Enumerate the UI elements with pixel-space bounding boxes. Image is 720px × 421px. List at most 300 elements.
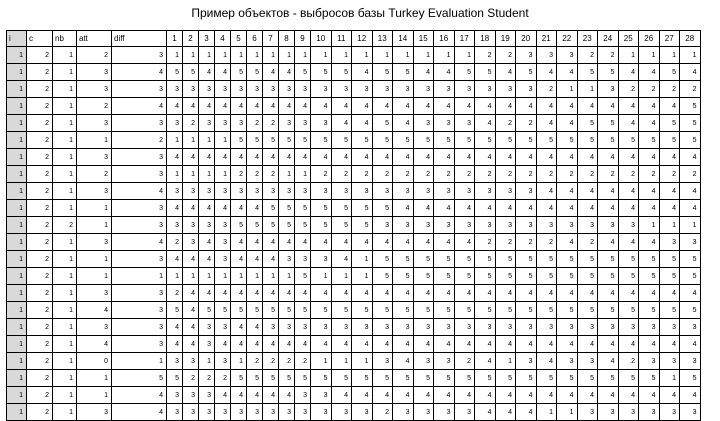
cell-1[interactable]: 3	[167, 183, 183, 200]
cell-20[interactable]: 5	[516, 302, 537, 319]
cell-28[interactable]: 3	[680, 319, 701, 336]
cell-21[interactable]: 1	[536, 404, 557, 421]
cell-12[interactable]: 5	[352, 302, 373, 319]
cell-28[interactable]: 4	[680, 183, 701, 200]
cell-c[interactable]: 2	[27, 353, 53, 370]
cell-16[interactable]: 5	[434, 268, 455, 285]
column-header-diff[interactable]: diff	[112, 31, 167, 47]
cell-26[interactable]: 2	[639, 166, 660, 183]
cell-10[interactable]: 5	[311, 217, 332, 234]
cell-9[interactable]: 1	[295, 166, 311, 183]
column-header-21[interactable]: 21	[536, 31, 557, 47]
cell-26[interactable]: 4	[639, 183, 660, 200]
cell-22[interactable]: 3	[557, 47, 578, 64]
cell-c[interactable]: 2	[27, 132, 53, 149]
cell-6[interactable]: 2	[247, 166, 263, 183]
cell-18[interactable]: 2	[475, 234, 496, 251]
cell-27[interactable]: 4	[659, 149, 680, 166]
cell-18[interactable]: 4	[475, 404, 496, 421]
cell-c[interactable]: 2	[27, 387, 53, 404]
cell-22[interactable]: 4	[557, 387, 578, 404]
cell-4[interactable]: 1	[215, 268, 231, 285]
cell-26[interactable]: 4	[639, 149, 660, 166]
cell-21[interactable]: 4	[536, 387, 557, 404]
cell-diff[interactable]: 4	[112, 64, 167, 81]
cell-28[interactable]: 4	[680, 336, 701, 353]
cell-24[interactable]: 5	[598, 251, 619, 268]
cell-21[interactable]: 4	[536, 98, 557, 115]
cell-diff[interactable]: 3	[112, 149, 167, 166]
cell-27[interactable]: 4	[659, 183, 680, 200]
cell-25[interactable]: 1	[618, 47, 639, 64]
cell-c[interactable]: 2	[27, 47, 53, 64]
cell-17[interactable]: 4	[454, 336, 475, 353]
cell-14[interactable]: 2	[393, 166, 414, 183]
cell-5[interactable]: 3	[231, 404, 247, 421]
cell-4[interactable]: 4	[215, 200, 231, 217]
cell-5[interactable]: 4	[231, 251, 247, 268]
cell-13[interactable]: 5	[372, 268, 393, 285]
cell-3[interactable]: 3	[199, 387, 215, 404]
cell-att[interactable]: 2	[77, 166, 112, 183]
cell-7[interactable]: 4	[263, 387, 279, 404]
cell-24[interactable]: 4	[598, 149, 619, 166]
cell-24[interactable]: 4	[598, 353, 619, 370]
cell-26[interactable]: 3	[639, 404, 660, 421]
cell-4[interactable]: 3	[215, 81, 231, 98]
cell-14[interactable]: 5	[393, 268, 414, 285]
cell-13[interactable]: 4	[372, 336, 393, 353]
cell-att[interactable]: 3	[77, 183, 112, 200]
cell-11[interactable]: 4	[331, 387, 352, 404]
cell-10[interactable]: 4	[311, 98, 332, 115]
cell-13[interactable]: 3	[372, 183, 393, 200]
cell-8[interactable]: 1	[279, 166, 295, 183]
cell-20[interactable]: 3	[516, 183, 537, 200]
cell-3[interactable]: 2	[199, 370, 215, 387]
cell-11[interactable]: 5	[331, 132, 352, 149]
cell-24[interactable]: 5	[598, 370, 619, 387]
cell-22[interactable]: 3	[557, 217, 578, 234]
cell-6[interactable]: 3	[247, 183, 263, 200]
cell-3[interactable]: 4	[199, 285, 215, 302]
cell-2[interactable]: 3	[183, 183, 199, 200]
cell-26[interactable]: 4	[639, 115, 660, 132]
cell-27[interactable]: 5	[659, 302, 680, 319]
cell-24[interactable]: 3	[598, 319, 619, 336]
cell-22[interactable]: 4	[557, 234, 578, 251]
cell-7[interactable]: 5	[263, 132, 279, 149]
cell-diff[interactable]: 3	[112, 336, 167, 353]
cell-16[interactable]: 3	[434, 319, 455, 336]
cell-6[interactable]: 5	[247, 302, 263, 319]
cell-20[interactable]: 2	[516, 115, 537, 132]
cell-9[interactable]: 3	[295, 251, 311, 268]
cell-23[interactable]: 2	[577, 166, 598, 183]
cell-1[interactable]: 1	[167, 268, 183, 285]
cell-5[interactable]: 3	[231, 115, 247, 132]
cell-21[interactable]: 2	[536, 166, 557, 183]
cell-8[interactable]: 4	[279, 64, 295, 81]
cell-6[interactable]: 4	[247, 336, 263, 353]
cell-4[interactable]: 5	[215, 302, 231, 319]
row-header-cell[interactable]: 1	[7, 302, 27, 319]
cell-c[interactable]: 2	[27, 370, 53, 387]
cell-13[interactable]: 2	[372, 404, 393, 421]
cell-diff[interactable]: 4	[112, 98, 167, 115]
cell-26[interactable]: 1	[639, 47, 660, 64]
column-header-23[interactable]: 23	[577, 31, 598, 47]
cell-6[interactable]: 3	[247, 404, 263, 421]
cell-8[interactable]: 4	[279, 234, 295, 251]
cell-19[interactable]: 5	[495, 132, 516, 149]
cell-12[interactable]: 4	[352, 149, 373, 166]
cell-18[interactable]: 4	[475, 285, 496, 302]
cell-28[interactable]: 2	[680, 166, 701, 183]
row-header-cell[interactable]: 1	[7, 234, 27, 251]
cell-13[interactable]: 3	[372, 81, 393, 98]
cell-25[interactable]: 4	[618, 200, 639, 217]
cell-4[interactable]: 1	[215, 47, 231, 64]
cell-18[interactable]: 3	[475, 183, 496, 200]
cell-9[interactable]: 4	[295, 98, 311, 115]
cell-18[interactable]: 3	[475, 319, 496, 336]
row-header-cell[interactable]: 1	[7, 47, 27, 64]
cell-nb[interactable]: 1	[53, 64, 77, 81]
cell-19[interactable]: 2	[495, 47, 516, 64]
cell-11[interactable]: 5	[331, 64, 352, 81]
cell-18[interactable]: 5	[475, 251, 496, 268]
cell-28[interactable]: 5	[680, 302, 701, 319]
cell-19[interactable]: 4	[495, 98, 516, 115]
cell-nb[interactable]: 1	[53, 81, 77, 98]
cell-att[interactable]: 3	[77, 64, 112, 81]
cell-17[interactable]: 4	[454, 98, 475, 115]
cell-22[interactable]: 3	[557, 319, 578, 336]
cell-25[interactable]: 3	[618, 217, 639, 234]
cell-6[interactable]: 4	[247, 149, 263, 166]
cell-4[interactable]: 3	[215, 251, 231, 268]
cell-14[interactable]: 4	[393, 285, 414, 302]
cell-1[interactable]: 2	[167, 285, 183, 302]
cell-8[interactable]: 3	[279, 115, 295, 132]
cell-19[interactable]: 4	[495, 336, 516, 353]
cell-10[interactable]: 3	[311, 404, 332, 421]
cell-6[interactable]: 5	[247, 217, 263, 234]
cell-25[interactable]: 4	[618, 115, 639, 132]
row-header-cell[interactable]: 1	[7, 404, 27, 421]
cell-nb[interactable]: 1	[53, 47, 77, 64]
cell-15[interactable]: 4	[413, 285, 434, 302]
cell-15[interactable]: 3	[413, 183, 434, 200]
cell-23[interactable]: 5	[577, 115, 598, 132]
cell-17[interactable]: 4	[454, 149, 475, 166]
cell-att[interactable]: 1	[77, 217, 112, 234]
cell-12[interactable]: 4	[352, 387, 373, 404]
cell-9[interactable]: 3	[295, 387, 311, 404]
cell-12[interactable]: 1	[352, 268, 373, 285]
cell-att[interactable]: 3	[77, 319, 112, 336]
cell-19[interactable]: 1	[495, 353, 516, 370]
cell-23[interactable]: 5	[577, 302, 598, 319]
cell-10[interactable]: 1	[311, 268, 332, 285]
cell-4[interactable]: 3	[215, 183, 231, 200]
cell-22[interactable]: 5	[557, 251, 578, 268]
cell-2[interactable]: 4	[183, 200, 199, 217]
cell-5[interactable]: 4	[231, 336, 247, 353]
cell-9[interactable]: 4	[295, 336, 311, 353]
column-header-3[interactable]: 3	[199, 31, 215, 47]
cell-28[interactable]: 3	[680, 353, 701, 370]
cell-13[interactable]: 4	[372, 285, 393, 302]
row-header-cell[interactable]: 1	[7, 98, 27, 115]
cell-12[interactable]: 5	[352, 132, 373, 149]
cell-2[interactable]: 3	[183, 387, 199, 404]
cell-22[interactable]: 4	[557, 64, 578, 81]
cell-3[interactable]: 3	[199, 319, 215, 336]
cell-22[interactable]: 3	[557, 353, 578, 370]
cell-22[interactable]: 4	[557, 98, 578, 115]
cell-21[interactable]: 5	[536, 370, 557, 387]
cell-21[interactable]: 2	[536, 234, 557, 251]
cell-17[interactable]: 5	[454, 370, 475, 387]
cell-16[interactable]: 4	[434, 336, 455, 353]
cell-11[interactable]: 2	[331, 166, 352, 183]
cell-21[interactable]: 3	[536, 47, 557, 64]
cell-19[interactable]: 5	[495, 268, 516, 285]
cell-13[interactable]: 5	[372, 302, 393, 319]
cell-8[interactable]: 4	[279, 98, 295, 115]
cell-att[interactable]: 1	[77, 251, 112, 268]
cell-9[interactable]: 1	[295, 47, 311, 64]
cell-6[interactable]: 1	[247, 47, 263, 64]
cell-21[interactable]: 2	[536, 81, 557, 98]
cell-15[interactable]: 5	[413, 268, 434, 285]
cell-12[interactable]: 4	[352, 285, 373, 302]
cell-3[interactable]: 4	[199, 64, 215, 81]
cell-20[interactable]: 5	[516, 251, 537, 268]
cell-7[interactable]: 4	[263, 234, 279, 251]
cell-17[interactable]: 5	[454, 268, 475, 285]
cell-8[interactable]: 4	[279, 336, 295, 353]
cell-diff[interactable]: 3	[112, 200, 167, 217]
cell-15[interactable]: 5	[413, 132, 434, 149]
cell-23[interactable]: 1	[577, 81, 598, 98]
cell-28[interactable]: 1	[680, 47, 701, 64]
cell-1[interactable]: 4	[167, 336, 183, 353]
column-header-27[interactable]: 27	[659, 31, 680, 47]
cell-24[interactable]: 3	[598, 217, 619, 234]
cell-28[interactable]: 1	[680, 217, 701, 234]
cell-7[interactable]: 4	[263, 149, 279, 166]
column-header-i[interactable]: i	[7, 31, 27, 47]
cell-20[interactable]: 2	[516, 166, 537, 183]
cell-21[interactable]: 4	[536, 64, 557, 81]
cell-11[interactable]: 3	[331, 319, 352, 336]
cell-c[interactable]: 2	[27, 98, 53, 115]
row-header-cell[interactable]: 1	[7, 115, 27, 132]
cell-24[interactable]: 4	[598, 234, 619, 251]
cell-10[interactable]: 5	[311, 64, 332, 81]
cell-15[interactable]: 3	[413, 115, 434, 132]
cell-11[interactable]: 4	[331, 251, 352, 268]
cell-11[interactable]: 1	[331, 47, 352, 64]
cell-diff[interactable]: 2	[112, 132, 167, 149]
column-header-2[interactable]: 2	[183, 31, 199, 47]
cell-22[interactable]: 4	[557, 115, 578, 132]
cell-c[interactable]: 2	[27, 64, 53, 81]
cell-13[interactable]: 3	[372, 353, 393, 370]
cell-2[interactable]: 2	[183, 370, 199, 387]
cell-9[interactable]: 2	[295, 353, 311, 370]
cell-10[interactable]: 2	[311, 166, 332, 183]
cell-25[interactable]: 2	[618, 166, 639, 183]
cell-26[interactable]: 4	[639, 234, 660, 251]
cell-11[interactable]: 4	[331, 336, 352, 353]
cell-7[interactable]: 5	[263, 370, 279, 387]
cell-att[interactable]: 0	[77, 353, 112, 370]
cell-12[interactable]: 4	[352, 64, 373, 81]
cell-12[interactable]: 3	[352, 183, 373, 200]
cell-att[interactable]: 3	[77, 404, 112, 421]
cell-3[interactable]: 4	[199, 149, 215, 166]
cell-c[interactable]: 2	[27, 302, 53, 319]
cell-13[interactable]: 4	[372, 234, 393, 251]
cell-16[interactable]: 5	[434, 370, 455, 387]
cell-3[interactable]: 3	[199, 183, 215, 200]
cell-nb[interactable]: 1	[53, 200, 77, 217]
cell-17[interactable]: 3	[454, 319, 475, 336]
cell-16[interactable]: 1	[434, 47, 455, 64]
cell-10[interactable]: 4	[311, 234, 332, 251]
cell-24[interactable]: 4	[598, 336, 619, 353]
cell-1[interactable]: 3	[167, 404, 183, 421]
cell-16[interactable]: 4	[434, 387, 455, 404]
cell-17[interactable]: 5	[454, 64, 475, 81]
cell-2[interactable]: 3	[183, 81, 199, 98]
cell-15[interactable]: 2	[413, 166, 434, 183]
cell-11[interactable]: 4	[331, 98, 352, 115]
cell-26[interactable]: 3	[639, 319, 660, 336]
cell-26[interactable]: 4	[639, 285, 660, 302]
cell-14[interactable]: 4	[393, 234, 414, 251]
cell-3[interactable]: 1	[199, 47, 215, 64]
cell-att[interactable]: 3	[77, 285, 112, 302]
cell-nb[interactable]: 1	[53, 149, 77, 166]
cell-14[interactable]: 3	[393, 183, 414, 200]
cell-14[interactable]: 4	[393, 336, 414, 353]
cell-17[interactable]: 3	[454, 183, 475, 200]
cell-14[interactable]: 4	[393, 387, 414, 404]
cell-19[interactable]: 4	[495, 404, 516, 421]
cell-17[interactable]: 3	[454, 404, 475, 421]
cell-3[interactable]: 1	[199, 353, 215, 370]
cell-att[interactable]: 1	[77, 370, 112, 387]
cell-15[interactable]: 4	[413, 98, 434, 115]
cell-att[interactable]: 1	[77, 268, 112, 285]
cell-24[interactable]: 4	[598, 285, 619, 302]
cell-9[interactable]: 3	[295, 183, 311, 200]
cell-17[interactable]: 4	[454, 200, 475, 217]
column-header-18[interactable]: 18	[475, 31, 496, 47]
cell-17[interactable]: 1	[454, 47, 475, 64]
cell-25[interactable]: 5	[618, 251, 639, 268]
cell-13[interactable]: 4	[372, 387, 393, 404]
cell-10[interactable]: 4	[311, 149, 332, 166]
cell-att[interactable]: 3	[77, 149, 112, 166]
cell-19[interactable]: 4	[495, 200, 516, 217]
cell-6[interactable]: 4	[247, 200, 263, 217]
cell-24[interactable]: 5	[598, 302, 619, 319]
cell-27[interactable]: 3	[659, 234, 680, 251]
cell-27[interactable]: 2	[659, 166, 680, 183]
cell-9[interactable]: 5	[295, 132, 311, 149]
cell-11[interactable]: 4	[331, 285, 352, 302]
cell-26[interactable]: 5	[639, 268, 660, 285]
cell-3[interactable]: 3	[199, 115, 215, 132]
cell-28[interactable]: 4	[680, 387, 701, 404]
cell-22[interactable]: 2	[557, 166, 578, 183]
cell-10[interactable]: 4	[311, 285, 332, 302]
cell-nb[interactable]: 1	[53, 251, 77, 268]
cell-5[interactable]: 3	[231, 183, 247, 200]
cell-16[interactable]: 4	[434, 200, 455, 217]
cell-att[interactable]: 1	[77, 387, 112, 404]
cell-6[interactable]: 5	[247, 370, 263, 387]
column-header-10[interactable]: 10	[311, 31, 332, 47]
cell-18[interactable]: 5	[475, 132, 496, 149]
cell-4[interactable]: 3	[215, 115, 231, 132]
cell-25[interactable]: 4	[618, 149, 639, 166]
column-header-24[interactable]: 24	[598, 31, 619, 47]
cell-c[interactable]: 2	[27, 217, 53, 234]
cell-4[interactable]: 3	[215, 353, 231, 370]
cell-23[interactable]: 5	[577, 132, 598, 149]
cell-10[interactable]: 3	[311, 251, 332, 268]
cell-1[interactable]: 1	[167, 132, 183, 149]
cell-8[interactable]: 4	[279, 149, 295, 166]
cell-28[interactable]: 4	[680, 64, 701, 81]
cell-11[interactable]: 5	[331, 217, 352, 234]
cell-11[interactable]: 1	[331, 268, 352, 285]
cell-14[interactable]: 3	[393, 404, 414, 421]
cell-6[interactable]: 5	[247, 64, 263, 81]
cell-5[interactable]: 5	[231, 370, 247, 387]
cell-16[interactable]: 3	[434, 353, 455, 370]
row-header-cell[interactable]: 1	[7, 166, 27, 183]
column-header-9[interactable]: 9	[295, 31, 311, 47]
cell-28[interactable]: 3	[680, 404, 701, 421]
cell-1[interactable]: 3	[167, 353, 183, 370]
cell-22[interactable]: 1	[557, 81, 578, 98]
cell-16[interactable]: 3	[434, 183, 455, 200]
cell-5[interactable]: 4	[231, 387, 247, 404]
cell-15[interactable]: 4	[413, 64, 434, 81]
cell-19[interactable]: 4	[495, 149, 516, 166]
cell-23[interactable]: 4	[577, 285, 598, 302]
cell-21[interactable]: 4	[536, 183, 557, 200]
cell-13[interactable]: 5	[372, 64, 393, 81]
cell-2[interactable]: 2	[183, 115, 199, 132]
cell-25[interactable]: 5	[618, 370, 639, 387]
cell-17[interactable]: 3	[454, 217, 475, 234]
cell-18[interactable]: 4	[475, 98, 496, 115]
cell-19[interactable]: 3	[495, 183, 516, 200]
cell-27[interactable]: 1	[659, 47, 680, 64]
cell-20[interactable]: 4	[516, 200, 537, 217]
cell-25[interactable]: 4	[618, 336, 639, 353]
cell-19[interactable]: 5	[495, 251, 516, 268]
